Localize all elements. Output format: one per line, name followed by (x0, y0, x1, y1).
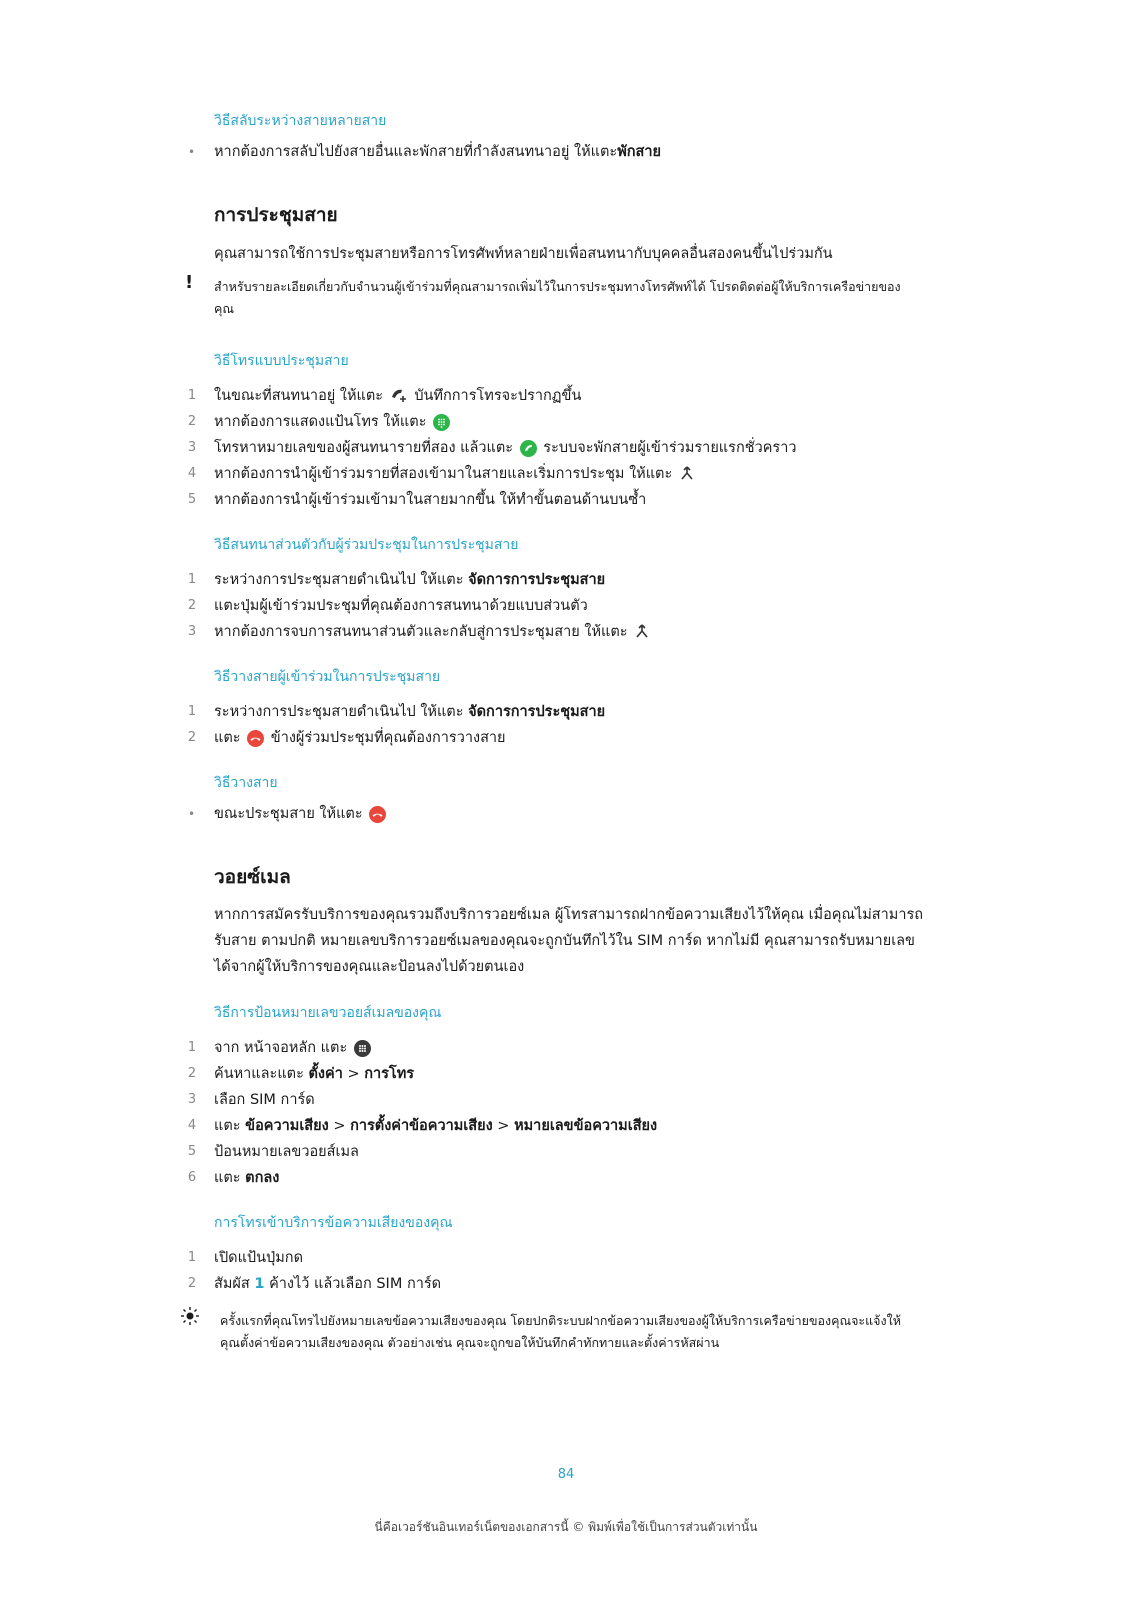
bullet-icon: • (188, 145, 196, 159)
step-text: ระบบจะพักสายผู้เข้าร่วมรายแรกชั่วคราว (543, 440, 797, 456)
tip-line: ครั้งแรกที่คุณโทรไปยังหมายเลขข้อความเสียงของคุณ โดยปกติระบบฝากข้อความเสียงของผู้ให้บริการเครือข่ายของคุณจะแจ้งให้ (220, 1313, 901, 1328)
subhead-call-voicemail: การโทรเข้าบริการข้อความเสียงของคุณ (214, 1215, 453, 1231)
apps-grid-icon (354, 1040, 371, 1057)
list-item (0, 726, 1132, 750)
subhead-enter-voicemail-number: วิธีการป้อนหมายเลขวอยส์เมลของคุณ (214, 1005, 442, 1021)
list-item (0, 462, 1132, 486)
step-text: หากต้องการนำผู้เข้าร่วมรายที่สองเข้ามาในสายและเริ่มการประชุม ให้แตะ (214, 466, 673, 482)
step-text: ค้นหาและแตะ (214, 1066, 304, 1082)
subhead-switch-calls: วิธีสลับระหว่างสายหลายสาย (214, 113, 387, 129)
separator: > (333, 1118, 346, 1134)
step-text: หากต้องการจบการสนทนาส่วนตัวและกลับสู่การประชุมสาย ให้แตะ (214, 624, 628, 640)
list-item (0, 1062, 1132, 1086)
step-number: 1 (187, 572, 197, 587)
separator: > (497, 1118, 510, 1134)
bold-term: พักสาย (617, 144, 662, 160)
section-heading-voicemail: วอยซ์เมล (214, 866, 291, 888)
list-item (0, 410, 1132, 434)
subhead-end-call: วิธีวางสาย (214, 775, 278, 791)
step-number: 1 (187, 1250, 197, 1265)
step-number: 1 (187, 1040, 197, 1055)
list-item (0, 594, 1132, 618)
step-number: 2 (187, 598, 197, 613)
voicemail-paragraph (214, 902, 954, 980)
bold-term: การโทร (364, 1066, 415, 1082)
step-text: ค้างไว้ แล้วเลือก SIM การ์ด (269, 1276, 442, 1292)
step-text: ข้างผู้ร่วมประชุมที่คุณต้องการวางสาย (270, 730, 506, 746)
step-text: ในขณะที่สนทนาอยู่ ให้แตะ (214, 388, 384, 404)
step-number: 4 (187, 1118, 197, 1133)
step-number: 1 (187, 704, 197, 719)
end-call-icon (247, 730, 264, 747)
step-text: บันทึกการโทรจะปรากฏขึ้น (414, 388, 582, 404)
subhead-make-conference: วิธีโทรแบบประชุมสาย (214, 353, 349, 369)
list-item (0, 384, 1132, 408)
list-item (0, 1088, 1132, 1112)
step-text: ระหว่างการประชุมสายดำเนินไป ให้แตะ (214, 572, 464, 588)
list-item (0, 436, 1132, 460)
section-heading-conference: การประชุมสาย (214, 204, 338, 226)
bold-term: หมายเลขข้อความเสียง (514, 1118, 658, 1134)
step-text: แตะ (214, 1170, 241, 1186)
exclamation-icon: ! (185, 272, 194, 293)
step-number: 3 (187, 624, 197, 639)
step-number: 3 (187, 440, 197, 455)
bullet-text: หากต้องการสลับไปยังสายอื่นและพักสายที่กำลังสนทนาอยู่ ให้แตะ (214, 144, 618, 160)
list-item (0, 1246, 1132, 1270)
step-text: หากต้องการนำผู้เข้าร่วมเข้ามาในสายมากขึ้น ให้ทำขั้นตอนด้านบนซ้ำ (214, 492, 647, 508)
list-item (0, 1036, 1132, 1060)
merge-calls-icon (634, 623, 650, 642)
step-number: 5 (187, 1144, 197, 1159)
step-text: แตะปุ่มผู้เข้าร่วมประชุมที่คุณต้องการสนทนาด้วยแบบส่วนตัว (214, 598, 588, 614)
bold-term: จัดการการประชุมสาย (468, 704, 606, 720)
page-number: 84 (557, 1467, 575, 1482)
subhead-release-participant: วิธีวางสายผู้เข้าร่วมในการประชุมสาย (214, 669, 441, 685)
call-icon (520, 440, 537, 457)
paragraph (0, 242, 1132, 266)
list-item (0, 1166, 1132, 1190)
bullet-icon: • (188, 807, 196, 821)
step-text: หากต้องการแสดงแป้นโทร ให้แตะ (214, 414, 427, 430)
add-call-icon (390, 387, 408, 406)
list-item (0, 140, 1132, 164)
list-item (0, 1114, 1132, 1138)
step-text: แตะ (214, 1118, 241, 1134)
step-text: สัมผัส (214, 1276, 250, 1292)
bold-term: การตั้งค่าข้อความเสียง (350, 1118, 493, 1134)
list-item (0, 620, 1132, 644)
step-text: ระหว่างการประชุมสายดำเนินไป ให้แตะ (214, 704, 464, 720)
step-number: 6 (187, 1170, 197, 1185)
step-text: ป้อนหมายเลขวอยส์เมล (214, 1144, 359, 1160)
paragraph-line: ได้จากผู้ให้บริการของคุณและป้อนลงไปด้วยตนเอง (214, 959, 525, 975)
tip-text (220, 1310, 940, 1354)
paragraph-line: รับสาย ตามปกติ หมายเลขบริการวอยซ์เมลของคุณจะถูกบันทึกไว้ใน SIM การ์ด หากไม่มี คุณสามารถรับหมายเลข (214, 933, 915, 949)
footer-notice: นี่คือเวอร์ชันอินเทอร์เน็ตของเอกสารนี้ © พิมพ์เพื่อใช้เป็นการส่วนตัวเท่านั้น (374, 1520, 758, 1534)
dialpad-icon (433, 414, 450, 431)
list-item (0, 700, 1132, 724)
step-text: แตะ (214, 730, 241, 746)
list-item (0, 488, 1132, 512)
step-number: 2 (187, 730, 197, 745)
list-item (0, 1272, 1132, 1296)
list-item (0, 1140, 1132, 1164)
conference-intro: คุณสามารถใช้การประชุมสายหรือการโทรศัพท์หลายฝ่ายเพื่อสนทนากับบุคคลอื่นสองคนขึ้นไปร่วมกัน (214, 246, 833, 262)
end-call-icon (369, 806, 386, 823)
step-number: 2 (187, 1276, 197, 1291)
list-item (0, 568, 1132, 592)
bold-term: ตกลง (245, 1170, 280, 1186)
step-number: 2 (187, 1066, 197, 1081)
key-label: 1 (254, 1276, 265, 1292)
step-number: 1 (187, 388, 197, 403)
bold-term: ข้อความเสียง (245, 1118, 329, 1134)
merge-calls-icon (679, 465, 695, 484)
subhead-private-conversation: วิธีสนทนาส่วนตัวกับผู้ร่วมประชุมในการประชุมสาย (214, 537, 519, 553)
tip-line: คุณตั้งค่าข้อความเสียงของคุณ ตัวอย่างเช่น คุณจะถูกขอให้บันทึกคำทักทายและตั้งค่ารหัสผ่าน (220, 1335, 720, 1350)
step-number: 4 (187, 466, 197, 481)
paragraph-line: หากการสมัครรับบริการของคุณรวมถึงบริการวอยซ์เมล ผู้โทรสามารถฝากข้อความเสียงไว้ให้คุณ เมื่อคุณไม่สามารถ (214, 907, 924, 923)
bullet-text: ขณะประชุมสาย ให้แตะ (214, 806, 363, 822)
note-text: สำหรับรายละเอียดเกี่ยวกับจำนวนผู้เข้าร่วมที่คุณสามารถเพิ่มไว้ในการประชุมทางโทรศัพท์ได้ โปรดติดต่อผู้ให้บริการเครือข่ายของคุณ (214, 279, 901, 316)
step-number: 2 (187, 414, 197, 429)
step-number: 5 (187, 492, 197, 507)
bold-term: จัดการการประชุมสาย (468, 572, 606, 588)
step-text: เลือก SIM การ์ด (214, 1092, 315, 1108)
bold-term: ตั้งค่า (308, 1066, 343, 1082)
step-text: จาก หน้าจอหลัก แตะ (214, 1040, 348, 1056)
step-number: 3 (187, 1092, 197, 1107)
step-text: โทรหาหมายเลขของผู้สนทนารายที่สอง แล้วแตะ (214, 440, 514, 456)
tip-lightbulb-icon (180, 1306, 200, 1330)
list-item (0, 802, 1132, 826)
separator: > (347, 1066, 360, 1082)
step-text: เปิดแป้นปุ่มกด (214, 1250, 303, 1266)
